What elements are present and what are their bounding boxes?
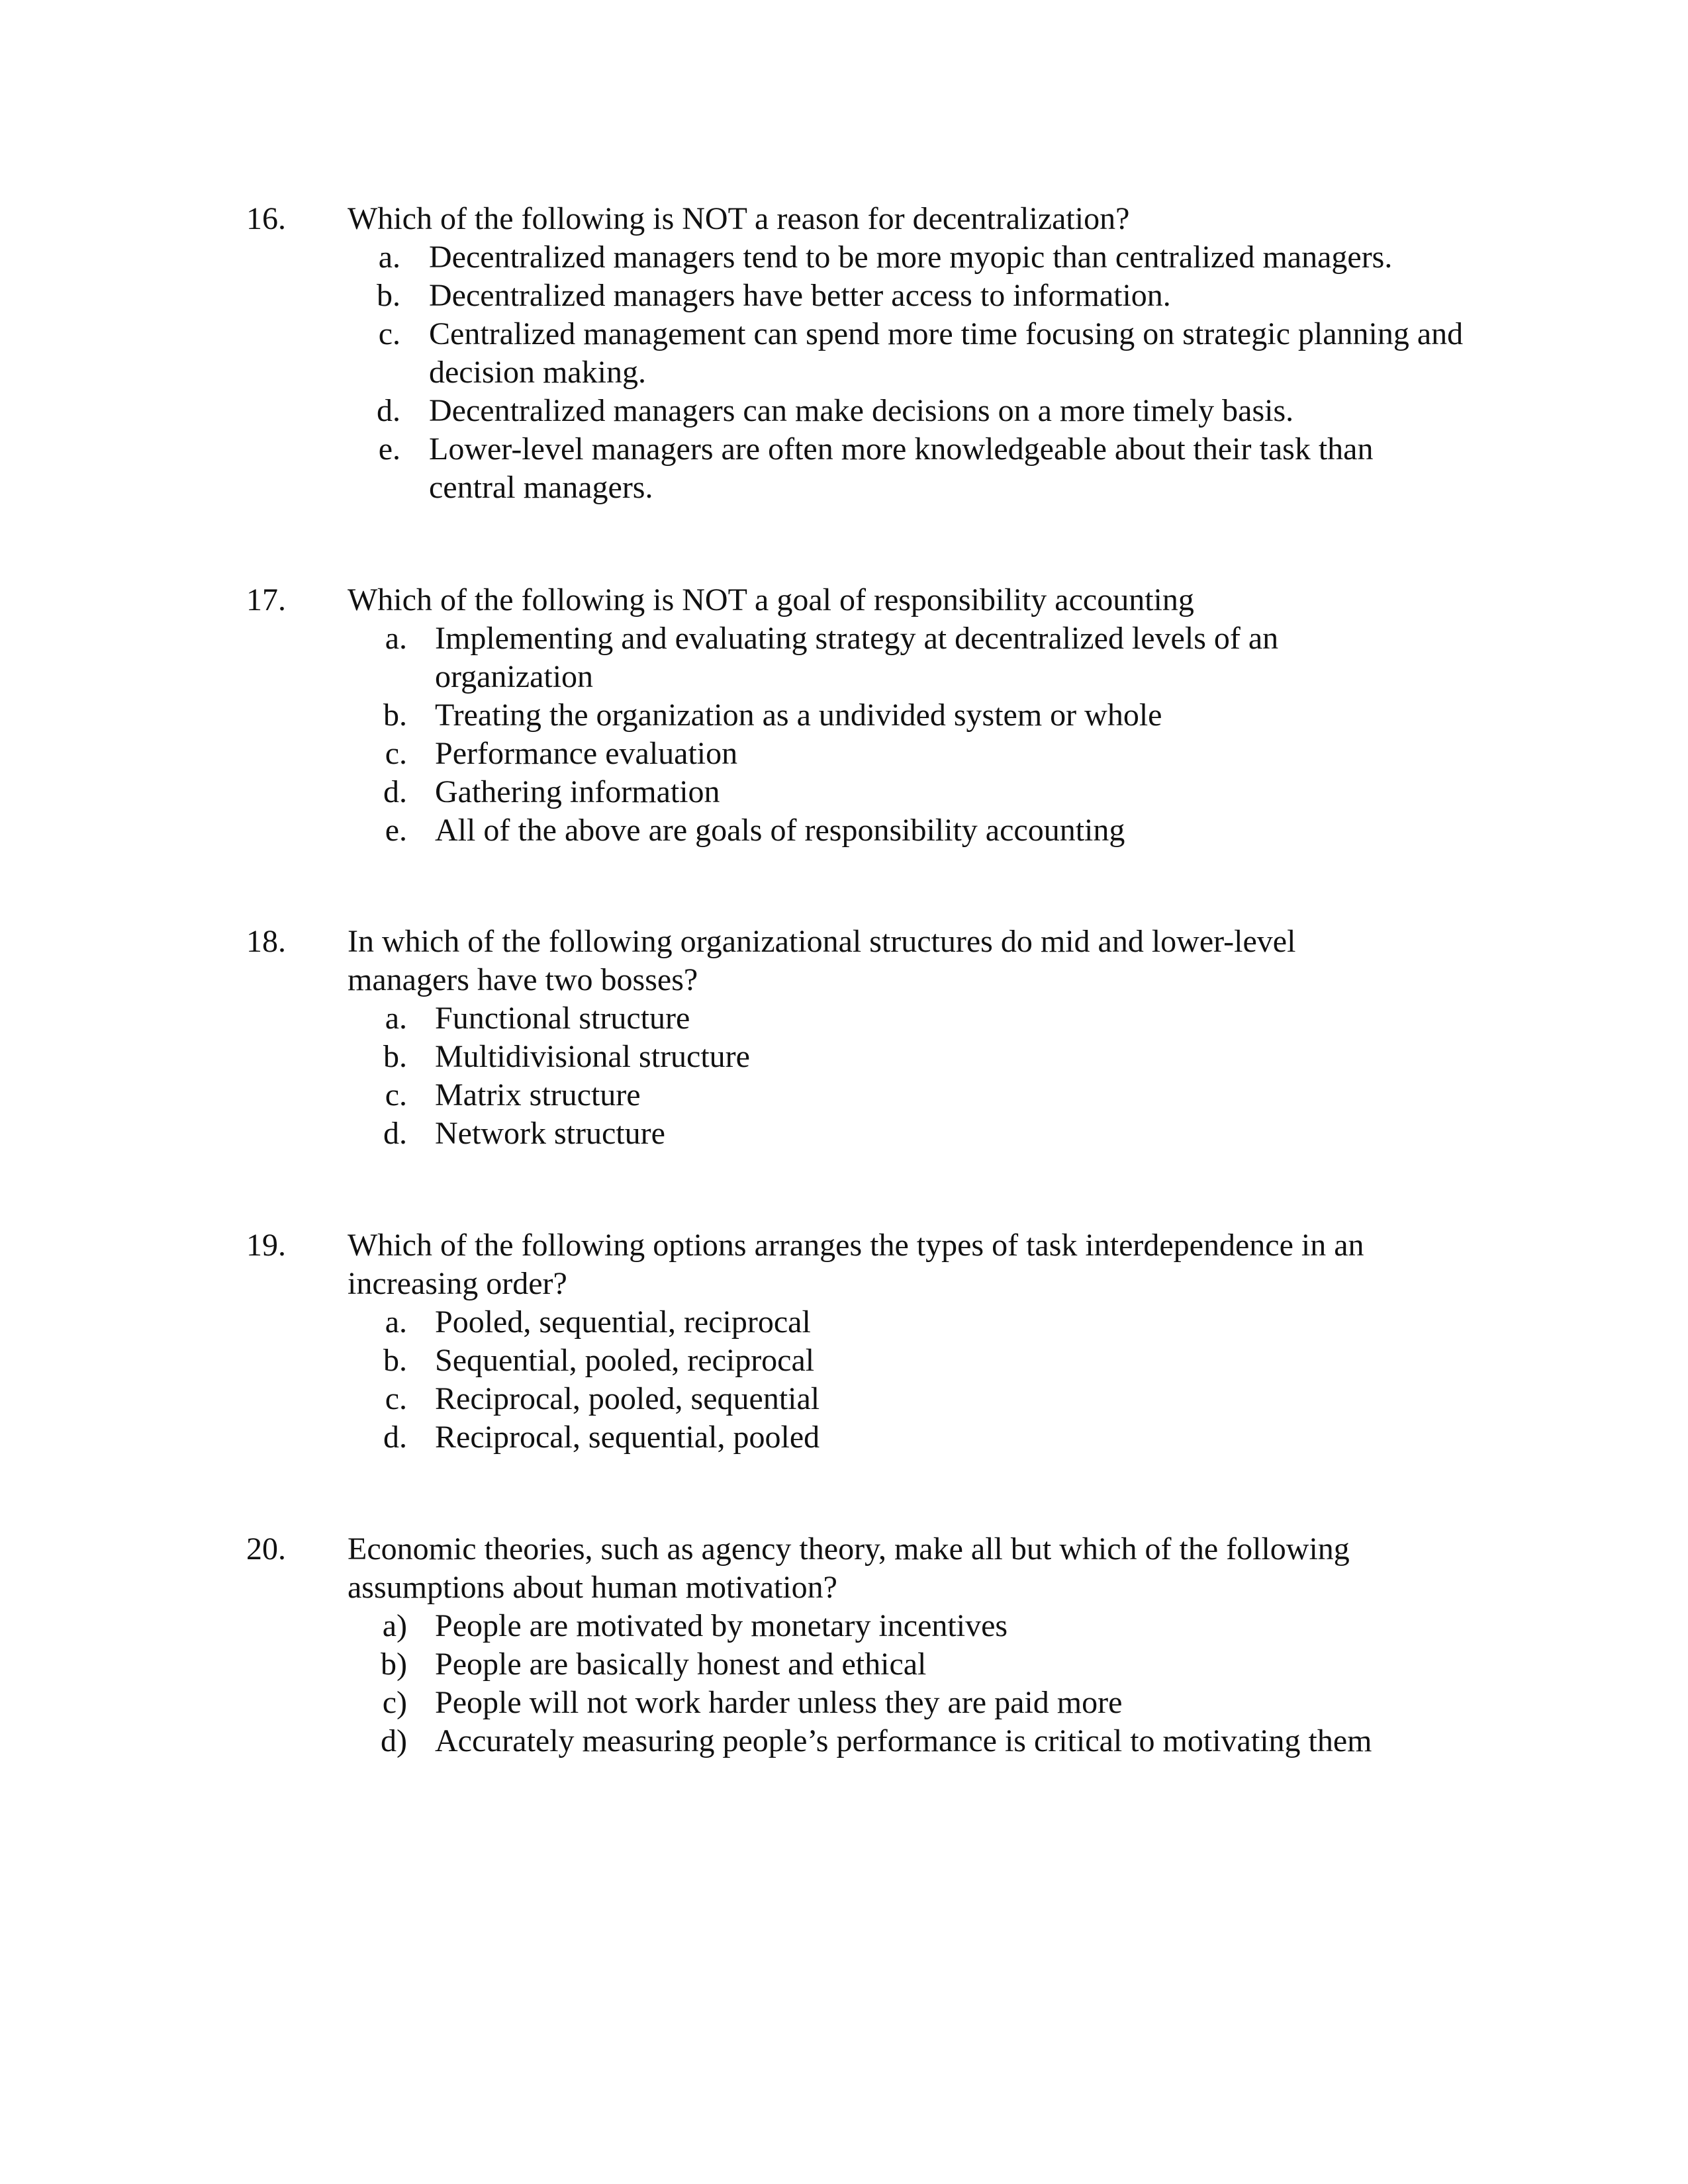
option-text: Functional structure bbox=[435, 1001, 690, 1036]
option-text: Performance evaluation bbox=[435, 736, 738, 771]
option-letter: c) bbox=[382, 1685, 407, 1720]
option-text: All of the above are goals of responsibility accounting bbox=[435, 813, 1125, 848]
option-text: Treating the organization as a undivided system or whole bbox=[435, 698, 1162, 733]
option-text: People are motivated by monetary incentives bbox=[435, 1608, 1008, 1643]
option-letter: e. bbox=[378, 432, 400, 467]
option-letter: b. bbox=[383, 698, 407, 733]
option-letter: c. bbox=[378, 316, 400, 351]
option-text: Decentralized managers can make decisions on a more timely basis. bbox=[429, 393, 1294, 428]
option-text: Centralized management can spend more time focusing on strategic planning and decision making. bbox=[429, 316, 1464, 390]
question-text: Economic theories, such as agency theory, make all but which of the following assumptions about human motivation? bbox=[348, 1531, 1350, 1605]
option-text: Matrix structure bbox=[435, 1077, 641, 1113]
question-number: 20. bbox=[246, 1531, 286, 1567]
question-number: 18. bbox=[246, 924, 286, 959]
option-letter: d. bbox=[383, 1420, 407, 1455]
option-letter: d) bbox=[381, 1723, 407, 1758]
question-text: In which of the following organizational structures do mid and lower-level managers have two bosses? bbox=[348, 924, 1296, 997]
option-letter: b. bbox=[377, 278, 400, 313]
option-text: People will not work harder unless they are paid more bbox=[435, 1685, 1123, 1720]
option-text: Sequential, pooled, reciprocal bbox=[435, 1343, 815, 1378]
option-text: Gathering information bbox=[435, 774, 720, 809]
question-text: Which of the following is NOT a goal of responsibility accounting bbox=[348, 582, 1194, 617]
option-letter: d. bbox=[377, 393, 400, 428]
question-text: Which of the following options arranges the types of task interdependence in an increasing order? bbox=[348, 1228, 1364, 1301]
option-letter: a. bbox=[385, 1304, 407, 1340]
question-number: 19. bbox=[246, 1228, 286, 1263]
option-text: Accurately measuring people’s performance is critical to motivating them bbox=[435, 1723, 1372, 1758]
option-letter: a. bbox=[385, 621, 407, 656]
option-letter: b. bbox=[383, 1343, 407, 1378]
option-letter: d. bbox=[383, 774, 407, 809]
option-letter: b. bbox=[383, 1039, 407, 1074]
question-number: 16. bbox=[246, 201, 286, 236]
option-letter: a. bbox=[378, 240, 400, 275]
option-text: Network structure bbox=[435, 1116, 665, 1151]
option-text: Lower-level managers are often more knowledgeable about their task than central managers. bbox=[429, 432, 1374, 505]
option-letter: e. bbox=[385, 813, 407, 848]
option-text: Reciprocal, pooled, sequential bbox=[435, 1381, 820, 1416]
option-letter: b) bbox=[381, 1647, 407, 1682]
option-letter: a. bbox=[385, 1001, 407, 1036]
option-text: Decentralized managers have better access to information. bbox=[429, 278, 1171, 313]
option-text: Reciprocal, sequential, pooled bbox=[435, 1420, 820, 1455]
option-text: Decentralized managers tend to be more myopic than centralized managers. bbox=[429, 240, 1393, 275]
option-letter: c. bbox=[385, 736, 407, 771]
option-text: Multidivisional structure bbox=[435, 1039, 750, 1074]
option-letter: c. bbox=[385, 1077, 407, 1113]
option-letter: a) bbox=[382, 1608, 407, 1643]
option-letter: d. bbox=[383, 1116, 407, 1151]
option-text: Pooled, sequential, reciprocal bbox=[435, 1304, 811, 1340]
option-text: People are basically honest and ethical bbox=[435, 1647, 927, 1682]
question-number: 17. bbox=[246, 582, 286, 617]
option-text: Implementing and evaluating strategy at decentralized levels of an organization bbox=[435, 621, 1279, 694]
option-letter: c. bbox=[385, 1381, 407, 1416]
question-text: Which of the following is NOT a reason for decentralization? bbox=[348, 201, 1130, 236]
